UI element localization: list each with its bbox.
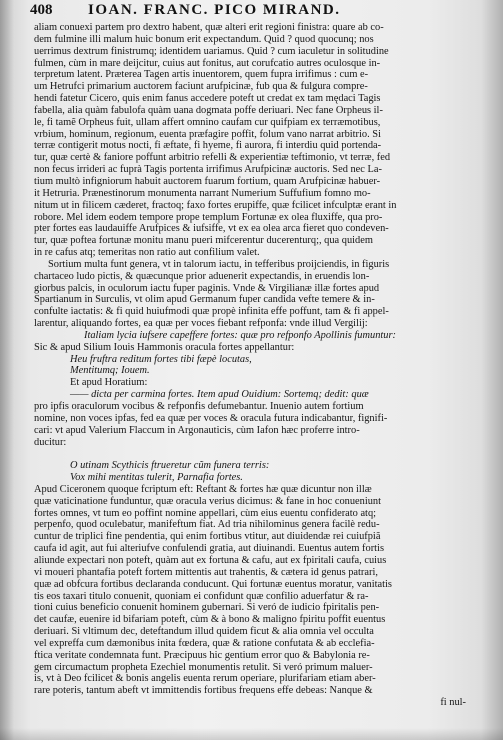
text-line: hendi fatetur Cicero, quis enim fanus accedere poteft ut credat ex tam mędaci Tagis [34,93,381,105]
text-line: um Hetrufci primarium auctorem faciunt arufpicinæ, fub qua & fulgura compre- [34,81,368,93]
text-line: aliunde expectari non poteft, quàm aut ex fortuna & cafu, aut ex fpiritali caufa, cuius [34,554,387,566]
text-line: larentur, aliquando fortes, ea quæ per voces fiebant refponfa: vnde illud Vergilij: [34,318,368,330]
page-body-text [34,22,466,709]
text-line: quæ ad obfcura fortibus declaranda conducunt. Qui fortunæ euentus moratur, vanitatis [34,578,392,590]
text-line: terpretum latent. Præterea Tagen artis inuentorem, quem fupra irrifimus : cum e- [34,69,369,81]
text-line: confulte iactatis: & fi quid huiufmodi quæ propè infinita effe poffunt, tam & fi appel- [34,306,389,318]
text-line: Vox mihi mentitas tulerit, Parnafia fortes. [70,472,243,484]
text-line: in re cafus atq; temeritas non ratio aut confilium valet. [34,247,260,259]
text-line: Spartianum in Surculis, vt olim apud Germanum fuper candida vefte temere & in- [34,294,375,306]
text-line: it Hetruria. Prænestinorum monumenta narrant Numerium Suffufium fomno mo- [34,187,371,199]
text-line: O utinam Scythicis ftrueretur cũm funera terris: [70,460,270,472]
text-line: deriuari. Si vltimum dec, deteftandum illud quidem ficut & alia omnia vel occulta [34,626,374,638]
text-line: fabella, alia quàm fabulofa quàm uana dogmata poffe deriuari. Nec fane Orpheus il- [34,104,383,116]
text-line: vrbium, hominum, regionum, euenta præfagire poffit, folum vano narrat arbitrio. Si [34,128,381,140]
text-line: Et apud Horatium: [70,377,148,389]
text-line: tis eos taxari titulo conuenit, quoniam ei confidunt quæ confilio aduerfatur & ra- [34,590,369,602]
text-line: aliam conuexi partem pro dextro habent, quæ alteri erit regioni finistra: quare ab co- [34,22,384,33]
text-line: giorbus palcis, in oculorum iactu fuper paginis. Vnde & Virgilianæ illæ fortes apud [34,282,380,294]
text-line: chartaceo ludo pictis, & quæcunque prior aduenerit expectandis, in eruendis lon- [34,270,370,282]
text-line: vi moueri phantafia poteft fortem mittentis aut trahentis, & cætera id genus patrari, [34,566,378,578]
gutter-shadow [0,0,14,740]
text-line: fi nul- [440,697,466,709]
page-header [30,2,500,20]
text-line: Italiam lycia iufsere capeffere fortes: quæ pro refponfo Apollinis fumuntur: [84,329,396,341]
text-line: caufa id agit, aut fui alteriufve confulendi gratia, aut diuinandi. Euentus autem fortis [34,543,384,555]
text-line: terræ contigerit motus nocti, fi æftate, fi hyeme, fi aurora, fi interdiu quid portenda- [34,140,382,152]
running-title: IOAN. FRANC. PICO MIRAND. [88,2,341,18]
text-line: non fecus irrideri ac fuprà Tagis portenta irrifimus Arufpicinæ auctoris. Sed nec La- [34,164,382,176]
text-line: ftica veritate condemnata funt. Præcipuus hic gentium error quo & Babylonia re- [34,649,370,661]
text-line: Sic & apud Silium Iouis Hammonis oracula fortes appellantur: [34,341,295,353]
text-line: ducitur: [34,436,67,448]
text-line: tium multò infigniorum habuit auctorem fuarum fortium, quam Arufpicinæ habuer- [34,175,381,187]
text-line: quæ vaticinatione funduntur, quæ oracula verius dicimus: & fane in hoc conueniunt [34,495,382,507]
text-line [34,448,466,460]
text-line: Apud Ciceronem quoque fcriptum eft: Reftant & fortes hæ quæ dicuntur non illæ [34,483,372,495]
text-line: Mentitumq; Iouem. [70,365,150,377]
text-line: uerrimus dextrum finistrumq; identidem uariamus. Quid ? cum iaculetur in solitudine [34,45,389,57]
text-line: fortes omnes, vt tum eo poffint nomine appellari, cùm eius euentu confiderato atq; [34,507,377,519]
page-number: 408 [30,2,53,18]
text-line: tur, quæ certè & faniore poffunt arbitrio refelli & experientiæ teftimonio, vt terræ, fed [34,152,391,164]
text-line: det caufæ, euenire id bifariam poteft, cùm & à bono & maligno fpiritu poffit euentus [34,614,386,626]
text-line: cari: vt apud Valerium Flaccum in Argonauticis, cùm Iafon hæc proferre intro- [34,424,360,436]
text-line: —— dicta per carmina fortes. Item apud Ouidium: Sortemq; dedit: quæ [70,389,369,401]
text-line: cuntur de triplici fine pendentia, qui enim fortibus vtitur, aut diuidendæ rei cuiufpiã [34,531,381,543]
text-line: is, vt à Deo fcilicet & bonis angelis euenta rerum operiare, plurifariam etiam aber- [34,673,376,685]
text-line: Heu fruftra reditum fortes tibi fæpè locutas, [70,353,252,365]
text-line: vel expreffa cum dæmonibus inita fœdera, quæ & ratione confutata & ab ecclefia- [34,637,375,649]
text-line: le, fi tamẽ Orpheus fuit, ullam affert omnino caufam cur quifpiam ex terræmotibus, [34,116,381,128]
text-line: gem circumactum propheta Ezechiel monumentis retulit. Si veró primum maluer- [34,661,373,673]
text-line: nomine, non voces ipfas, fed ea quæ per voces & oracula futura indicabantur, fignifi- [34,412,388,424]
text-line: pter fortes eas laudauiffe Arufpices & iufsiffe, vt ex ea olea arca fieret quo condeven- [34,223,389,235]
text-line: fulmen, cùm in mare deijcitur, cuius aut fonitus, aut corufcatio autres oculosque in- [34,57,381,69]
text-line: dem fulmine illi malum huic bonum erit expectandum. Quid ? quod quocunq; nos [34,33,374,45]
text-line: tioni cuius beneficio conuenit hominem gubernari. Si veró de iudicio fpiritalis pen- [34,602,380,614]
text-line: Sortium multa funt genera, vt in talorum iactu, in tefferibus proijciendis, in figuris [48,258,390,270]
text-line: nitum ut in filicem cæderet, fractoq; faxo fortes erupiffe, quæ fcilicet infculptæ erant in [34,199,397,211]
text-line: rare poteris, tantum abeft vt immittendis fortibus frequens effe debeas: Nanque & [34,685,373,697]
text-line: perpenfo, quod oculebatur, manifeftum fiat. Ad tria nihilominus genera facilè redu- [34,519,380,531]
bottom-shadow [0,728,503,740]
page-edge-shadow [481,0,503,740]
text-line: tur, quæ poftea fortunæ monitu manu pueri mifcerentur ducerenturq;, qua quidem [34,235,373,247]
text-line: robore. Mel idem eodem tempore prope templum Fortunæ ex olea fluxiffe, qua pro- [34,211,383,223]
text-line: pro ipfis oraculorum vocibus & refponfis defumebantur. Inuenio autem fortium [34,401,364,412]
